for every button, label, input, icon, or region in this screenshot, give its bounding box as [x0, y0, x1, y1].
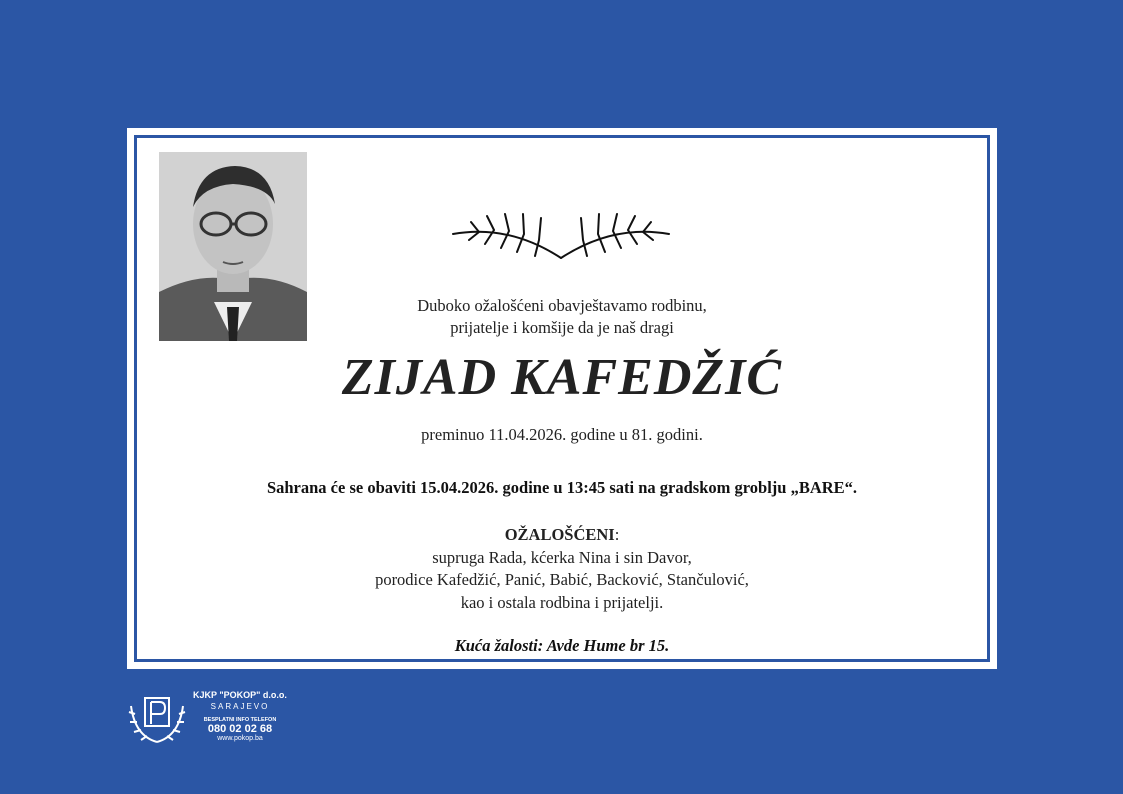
website-link[interactable]: www.pokop.ba	[217, 735, 263, 742]
company-name: KJKP "POKOP" d.o.o.	[193, 690, 287, 700]
house-of-mourning: Kuća žalosti: Avde Hume br 15.	[454, 636, 670, 655]
palm-leaves-icon	[449, 204, 673, 262]
mourners-line: supruga Rada, kćerka Nina i sin Davor,	[432, 547, 692, 567]
intro-line: Duboko ožalošćeni obavještavamo rodbinu,	[417, 296, 707, 315]
phone-label: BESPLATNI INFO TELEFON	[203, 717, 277, 723]
funeral-details: Sahrana će se obaviti 15.04.2026. godine u 13:45 sati na gradskom groblju „BARE“.	[266, 478, 858, 497]
deceased-name: ZIJAD KAFEDŽIĆ	[341, 349, 783, 406]
intro-text	[127, 295, 997, 339]
mourners-colon: :	[614, 525, 620, 544]
intro-line: prijatelje i komšije da je naš dragi	[450, 318, 674, 337]
pokop-logo-icon	[127, 690, 187, 746]
mourners-line: kao i ostala rodbina i prijatelji.	[460, 592, 664, 612]
obituary-card	[127, 128, 997, 669]
company-info	[190, 690, 290, 742]
phone-number: 080 02 02 68	[207, 723, 273, 735]
company-city: SARAJEVO	[210, 702, 270, 711]
mourners-line: porodice Kafedžić, Panić, Babić, Backović, Stančulović,	[375, 570, 749, 589]
mourners-heading: OŽALOŠĆENI	[504, 525, 615, 544]
mourners-block	[127, 524, 997, 614]
death-date-text: preminuo 11.04.2026. godine u 81. godini.	[421, 425, 703, 444]
